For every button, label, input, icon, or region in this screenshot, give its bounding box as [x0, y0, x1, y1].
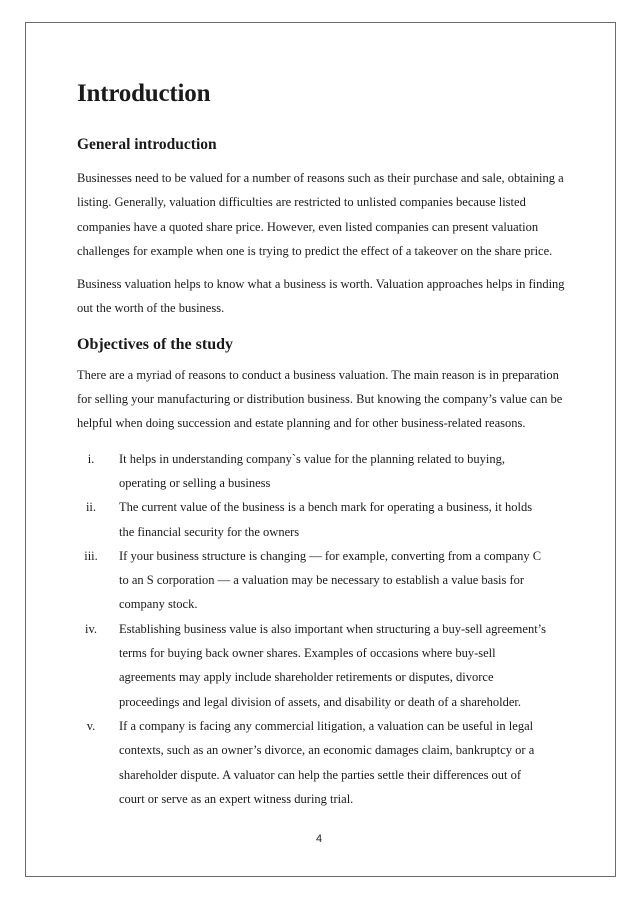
objectives-intro-paragraph: There are a myriad of reasons to conduct a business valuation. The main reason is in preparation for selling your manufacturing or distribution business. But knowing the company’s value can be helpful when doing succession and estate planning and for other business-related reasons. [77, 367, 563, 431]
general-paragraph-1: Businesses need to be valued for a number of reasons such as their purchase and sale, obtaining a listing. Generally, valuation difficulties are restricted to unlisted companies because listed companies have a quoted share price. However, even listed companies can present valuation challenges for example when one is trying to predict the effect of a takeover on the share price. [77, 171, 564, 258]
list-item [0, 544, 569, 617]
objectives-heading: Objectives of the study [77, 335, 233, 353]
list-item-text: If your business structure is changing — for example, converting from a company C to an S corporation — a valuation may be necessary to establish a value basis for company stock. [119, 548, 542, 612]
objectives-list [0, 447, 569, 811]
list-item-number: i. [87, 451, 95, 466]
general-introduction-heading: General introduction [77, 136, 217, 153]
document-body [77, 78, 569, 811]
list-item [0, 495, 569, 544]
page-number: 4 [315, 833, 323, 845]
list-item [0, 714, 569, 811]
list-item-number: ii. [85, 500, 97, 515]
list-item-text: If a company is facing any commercial litigation, a valuation can be useful in legal contexts, such as an owner’s divorce, an economic damages claim, bankruptcy or a shareholder dispute. A valuator can help the parties settle their differences out of court or serve as an expert witness during trial. [119, 718, 535, 806]
list-item-number: iii. [84, 548, 98, 563]
list-item-text: Establishing business value is also important when structuring a buy-sell agreement’s terms for buying back owner shares. Examples of occasions where buy-sell agreements may apply include shareholder retirements or disputes, divorce proceedings and legal division of assets, and disability or death of a shareholder. [119, 621, 547, 709]
page-title: Introduction [77, 80, 211, 107]
list-item-number: iv. [84, 621, 98, 636]
list-item-number: v. [86, 718, 96, 733]
list-item-text: It helps in understanding company`s value for the planning related to buying, operating or selling a business [119, 451, 506, 490]
list-item [0, 447, 569, 496]
general-paragraph-2: Business valuation helps to know what a business is worth. Valuation approaches helps in finding out the worth of the business. [77, 277, 565, 316]
list-item-text: The current value of the business is a bench mark for operating a business, it holds the financial security for the owners [119, 500, 533, 539]
list-item [0, 617, 569, 714]
